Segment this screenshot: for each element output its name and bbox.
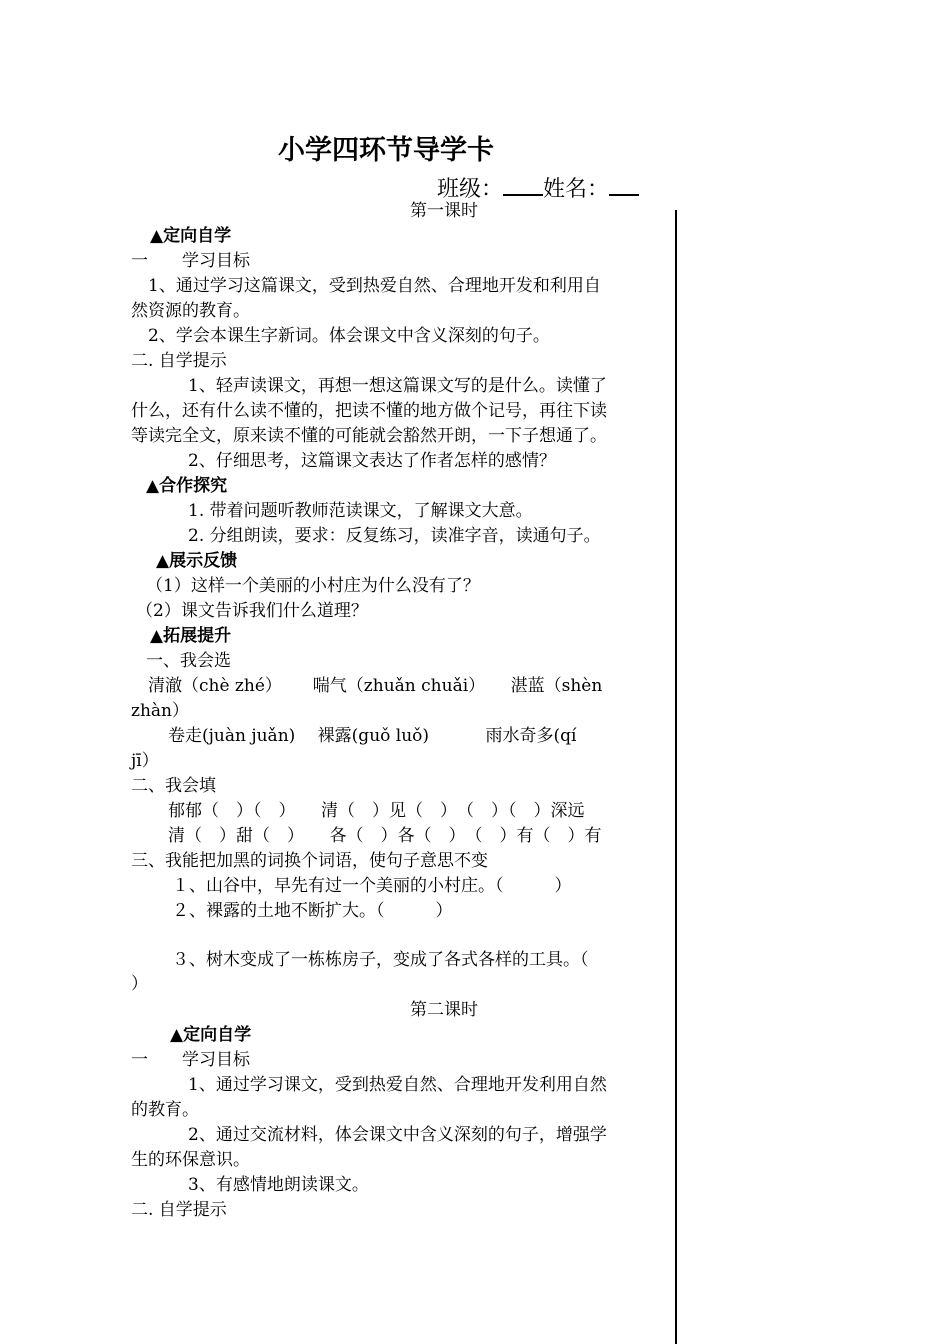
ex1-row-2: 卷走(juàn juǎn) 裸露(guǒ luǒ) 雨水奇多(qí xyxy=(168,726,577,746)
class-label: 班级： xyxy=(437,177,504,202)
goal-1: 1、通过学习这篇课文，受到热爱自然、合理地开发和利用自 xyxy=(148,276,601,296)
hint-1: 1、轻声读课文，再想一想这篇课文写的是什么。读懂了 xyxy=(188,376,607,396)
ex1-row-2-cont: jī） xyxy=(131,751,159,771)
ex1-heading: 一、我会选 xyxy=(146,651,231,671)
name-blank[interactable] xyxy=(609,172,639,196)
coop-2: 2. 分组朗读，要求：反复练习，读准字音，读通句子。 xyxy=(188,526,601,546)
feedback-1: （1）这样一个美丽的小村庄为什么没有了？ xyxy=(146,576,480,596)
lesson2-hints-heading: 二. 自学提示 xyxy=(131,1200,227,1220)
hint-2: 2、仔细思考，这篇课文表达了作者怎样的感情？ xyxy=(188,451,556,471)
name-label: 姓名： xyxy=(543,177,610,202)
section-dingxiang: ▲定向自学 xyxy=(150,226,232,246)
lesson2-goal-1: 1、通过学习课文，受到热爱自然、合理地开发利用自然 xyxy=(188,1075,607,1095)
hint-1-cont2: 等读完全文，原来读不懂的可能就会豁然开朗，一下子想通了。 xyxy=(131,426,607,446)
lesson2-goals-heading: 一 学习目标 xyxy=(131,1050,250,1070)
ex3-heading: 三、我能把加黑的词换个词语，使句子意思不变 xyxy=(131,851,488,871)
ex3-item-1: １、山谷中，早先有过一个美丽的小村庄。（ ） xyxy=(172,876,572,896)
ex1-row-1: 清澈（chè zhé） 喘气（zhuǎn chuǎi） 湛蓝（shèn xyxy=(148,676,603,696)
ex2-row-1: 郁郁（ ）（ ） 清（ ）见（ ） （ ）（ ）深远 xyxy=(168,801,585,821)
lesson1-heading: 第一课时 xyxy=(410,201,478,221)
margin-line xyxy=(675,210,677,1344)
section-tuozhan: ▲拓展提升 xyxy=(150,626,232,646)
ex3-item-3: ３、树木变成了一栋栋房子，变成了各式各样的工具。（ xyxy=(172,950,589,970)
lesson2-goal-1-cont: 的教育。 xyxy=(131,1100,199,1120)
coop-1: 1. 带着问题听教师范读课文，了解课文大意。 xyxy=(188,501,533,521)
ex3-item-2: ２、裸露的土地不断扩大。（ ） xyxy=(172,901,453,921)
hints-heading: 二. 自学提示 xyxy=(131,351,227,371)
ex1-row-1-cont: zhàn） xyxy=(131,701,189,721)
feedback-2: （2）课文告诉我们什么道理？ xyxy=(136,601,368,621)
hint-1-cont: 什么，还有什么读不懂的，把读不懂的地方做个记号，再往下读 xyxy=(131,401,607,421)
lesson2-section-dingxiang: ▲定向自学 xyxy=(170,1025,252,1045)
ex2-row-2: 清（ ）甜（ ） 各（ ）各（ ） （ ）有（ ）有 xyxy=(168,826,602,846)
section-zhanshi: ▲展示反馈 xyxy=(156,551,238,571)
lesson2-goal-3: 3、有感情地朗读课文。 xyxy=(188,1175,369,1195)
goal-1-cont: 然资源的教育。 xyxy=(131,301,250,321)
goal-2: 2、学会本课生字新词。体会课文中含义深刻的句子。 xyxy=(148,326,550,346)
ex3-item-3-cont: ） xyxy=(131,974,148,994)
goals-heading: 一 学习目标 xyxy=(131,251,250,271)
section-hezuo: ▲合作探究 xyxy=(146,476,228,496)
lesson2-heading: 第二课时 xyxy=(410,1000,478,1020)
lesson2-goal-2: 2、通过交流材料，体会课文中含义深刻的句子，增强学 xyxy=(188,1125,607,1145)
class-blank[interactable] xyxy=(503,172,543,196)
lesson2-goal-2-cont: 生的环保意识。 xyxy=(131,1150,250,1170)
ex2-heading: 二、我会填 xyxy=(131,776,216,796)
page-title: 小学四环节导学卡 xyxy=(278,135,494,166)
